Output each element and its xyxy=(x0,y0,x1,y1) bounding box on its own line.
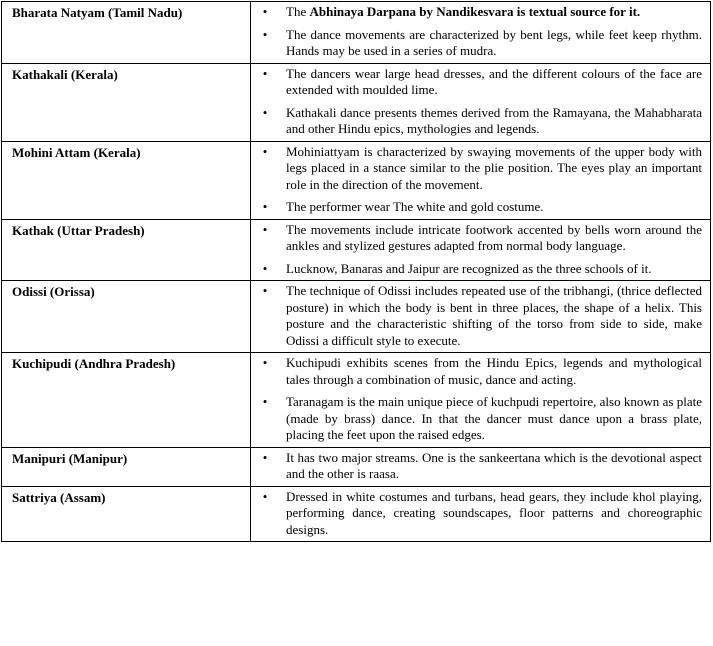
table-row-bharata-natyam-tamil-nadu xyxy=(2,2,711,64)
dance-form-name: Mohini Attam (Kerala) xyxy=(2,141,251,219)
dance-form-description xyxy=(251,63,711,141)
description-item xyxy=(259,394,702,444)
description-bold-text: Abhinaya Darpana by Nandikesvara is textual source for it. xyxy=(309,4,641,19)
dance-form-name: Manipuri (Manipur) xyxy=(2,447,251,486)
bullet-icon: • xyxy=(262,4,268,19)
dance-form-name: Kathakali (Kerala) xyxy=(2,63,251,141)
table-row-sattriya-assam xyxy=(2,486,711,542)
bullet-icon: • xyxy=(262,65,268,81)
table-row-mohini-attam-kerala xyxy=(2,141,711,219)
description-text: The dancers wear large head dresses, and the different colours of the face are extended with moulded lime. xyxy=(286,65,702,97)
description-text: It has two major streams. One is the sankeertana which is the devotional aspect and the other is raasa. xyxy=(286,449,702,481)
bullet-icon: • xyxy=(262,199,268,214)
dance-form-description xyxy=(251,447,711,486)
description-list xyxy=(259,450,702,483)
dance-form-description xyxy=(251,2,711,64)
bullet-icon: • xyxy=(262,488,268,504)
table-row-kathak-uttar-pradesh xyxy=(2,219,711,281)
bullet-icon: • xyxy=(262,283,268,298)
dance-form-description xyxy=(251,486,711,542)
description-item xyxy=(259,105,702,138)
description-item xyxy=(259,261,702,278)
dance-forms-table xyxy=(1,1,711,542)
description-item xyxy=(259,199,702,216)
bullet-icon: • xyxy=(262,260,268,276)
description-item xyxy=(259,283,702,349)
description-list xyxy=(259,66,702,138)
dance-form-name: Kuchipudi (Andhra Pradesh) xyxy=(2,353,251,448)
description-text: Dressed in white costumes and turbans, head gears, they include khol playing, performing dance, creating soundscapes, floor patterns and choreographic designs. xyxy=(286,488,702,537)
dance-form-description xyxy=(251,281,711,353)
bullet-icon: • xyxy=(262,355,268,370)
table-row-kuchipudi-andhra-pradesh xyxy=(2,353,711,448)
dance-form-name: Bharata Natyam (Tamil Nadu) xyxy=(2,2,251,64)
description-item xyxy=(259,27,702,60)
description-item xyxy=(259,450,702,483)
description-text: The performer wear The white and gold costume. xyxy=(286,199,544,214)
description-text: The technique of Odissi includes repeated use of the tribhangi, (thrice deflected posture) in which the body is bent in three places, the shape of a helix. This posture and the characteristic shifting of the torso from side to side, make Odissi a difficult style to execute. xyxy=(286,283,702,348)
table-row-kathakali-kerala xyxy=(2,63,711,141)
description-item xyxy=(259,4,702,21)
description-list xyxy=(259,222,702,278)
table-row-manipuri-manipur xyxy=(2,447,711,486)
description-item xyxy=(259,222,702,255)
description-item xyxy=(259,489,702,539)
description-item xyxy=(259,66,702,99)
description-text: The xyxy=(286,4,310,19)
description-text: The movements include intricate footwork accented by bells worn around the ankles and stylized gestures adapted from normal body language. xyxy=(286,221,702,253)
dance-form-description xyxy=(251,219,711,281)
table-body xyxy=(2,2,711,542)
dance-form-name: Kathak (Uttar Pradesh) xyxy=(2,219,251,281)
description-text: Mohiniattyam is characterized by swaying movements of the upper body with legs placed in a stance similar to the plie position. The eyes play an important role in the direction of the movement. xyxy=(286,143,702,192)
description-text: Lucknow, Banaras and Jaipur are recognized as the three schools of it. xyxy=(286,260,652,276)
bullet-icon: • xyxy=(262,394,268,409)
description-text: The dance movements are characterized by bent legs, while feet keep rhythm. Hands may be used in a series of mudra. xyxy=(286,26,702,58)
description-text: Taranagam is the main unique piece of kuchpudi repertoire, also known as plate (made by brass) dance. In that the dancer must dance upon a brass plate, placing the feet upon the raised edges. xyxy=(286,394,702,442)
dance-form-description xyxy=(251,141,711,219)
description-list xyxy=(259,4,702,60)
description-text: Kuchipudi exhibits scenes from the Hindu Epics, legends and mythological tales through a combination of music, dance and acting. xyxy=(286,355,702,387)
description-text: Kathakali dance presents themes derived from the Ramayana, the Mahabharata and other Hindu epics, mythologies and legends. xyxy=(286,104,702,136)
description-item xyxy=(259,355,702,388)
description-list xyxy=(259,355,702,444)
description-item xyxy=(259,144,702,194)
dance-form-name: Odissi (Orissa) xyxy=(2,281,251,353)
table-row-odissi-orissa xyxy=(2,281,711,353)
description-list xyxy=(259,283,702,349)
dance-form-name: Sattriya (Assam) xyxy=(2,486,251,542)
bullet-icon: • xyxy=(262,143,268,159)
bullet-icon: • xyxy=(262,104,268,120)
description-list xyxy=(259,144,702,216)
dance-form-description xyxy=(251,353,711,448)
bullet-icon: • xyxy=(262,221,268,237)
description-list xyxy=(259,489,702,539)
bullet-icon: • xyxy=(262,449,268,465)
bullet-icon: • xyxy=(262,26,268,42)
